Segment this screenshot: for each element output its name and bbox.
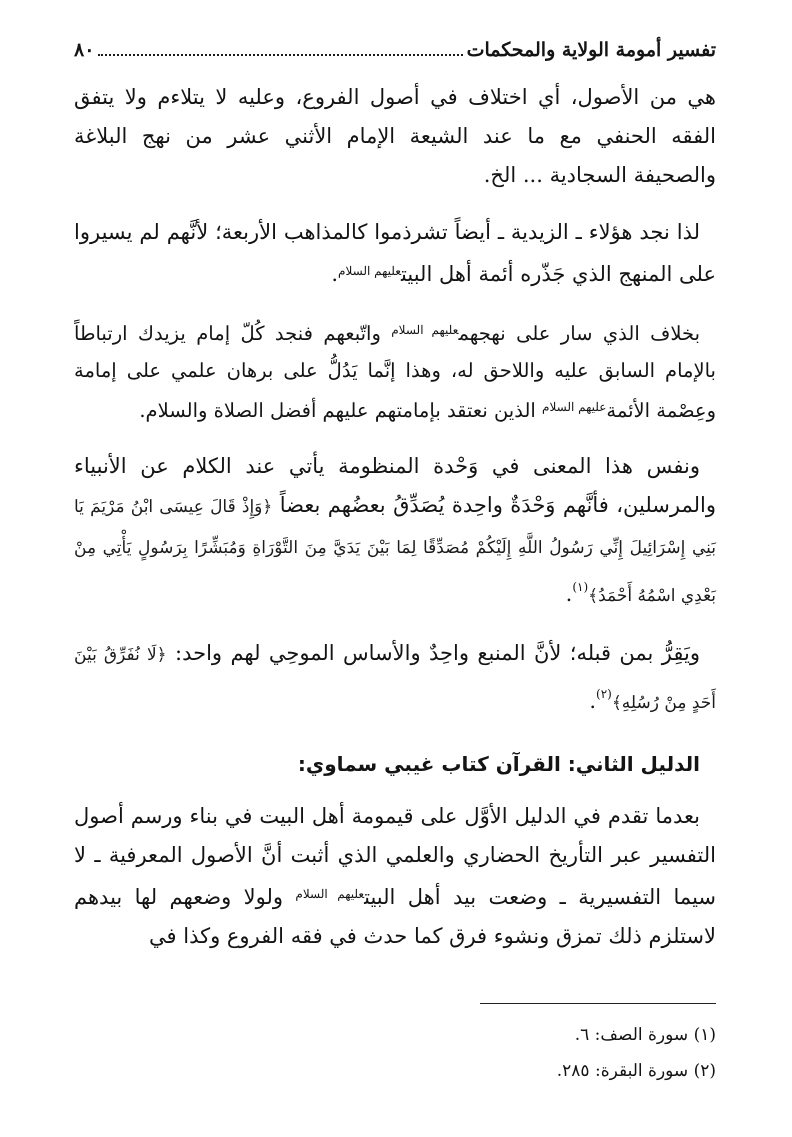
honorific-mark: عليهم السلام	[391, 323, 459, 337]
page-number: ٨٠	[74, 39, 95, 61]
honorific-mark: عليهم السلام	[542, 400, 607, 414]
paragraph-text-end: الذين نعتقد بإمامتهم عليهم أفضل الصلاة والسلام.	[139, 399, 543, 422]
footnote-1: (١) سورة الصف: ٦.	[574, 1025, 716, 1045]
footnotes	[76, 1020, 716, 1092]
paragraph-3	[74, 312, 716, 429]
honorific-mark: عليهم السلام	[295, 887, 365, 901]
body-text	[74, 78, 716, 956]
paragraph-text: هي من الأصول، أي اختلاف في أصول الفروع، وعليه لا يتلاءم ولا يتفق الفقه الحنفي مع ما عند الشيعة الإمام الأثني عشر من نهج البلاغة والصحيفة السجادية ... الخ.	[74, 85, 716, 187]
quran-verse: ﴿لَا نُفَرِّقُ بَيْنَ أَحَدٍ مِنْ رُسُلِهِ﴾	[74, 645, 716, 713]
paragraph-1	[74, 78, 716, 195]
paragraph-text: ونفس هذا المعنى في وَحْدة المنظومة يأتي عند الكلام عن الأنبياء والمرسلين، فأنَّهم وَحْدَةٌ واحِدة يُصَدِّقُ بعضُهم بعضاً	[74, 454, 716, 517]
section-paragraph	[74, 797, 716, 956]
footnote-separator	[480, 1003, 716, 1004]
paragraph-text: بعدما تقدم في الدليل الأوَّل على قيمومة أهل البيت في بناء ورسم أصول التفسير عبر التأريخ الحضاري والعلمي الذي أثبت أنَّ الأصول المعرفية ـ لا سيما التفسيرية ـ وضعت بيد أهل البيت	[74, 804, 717, 909]
paragraph-text: لذا نجد هؤلاء ـ الزيدية ـ أيضاً تشرذموا كالمذاهب الأربعة؛ لأنَّهم لم يسيروا على المنهج الذي جَذّره أئمة أهل البيت	[74, 220, 716, 286]
paragraph-5	[74, 634, 716, 723]
footnote-ref-2[interactable]: (٢)	[596, 687, 612, 701]
header-dot-leader	[98, 53, 462, 56]
paragraph-2	[74, 213, 716, 294]
footnote-2: (٢) سورة البقرة: ٢٨٥.	[556, 1061, 716, 1081]
footnote-ref-1[interactable]: (١)	[572, 580, 589, 594]
paragraph-text: بخلاف الذي سار على نهجهم	[458, 322, 700, 345]
honorific-mark: عليهم السلام	[338, 264, 402, 278]
section-heading: الدليل الثاني: القرآن كتاب غيبي سماوي:	[297, 752, 700, 776]
book-title: تفسير أمومة الولاية والمحكمات	[466, 39, 716, 61]
paragraph-text-end: .	[589, 689, 596, 713]
paragraph-text-end: .	[565, 582, 573, 606]
running-header	[74, 34, 716, 64]
quran-verse: ﴿وَإِذْ قَالَ عِيسَى ابْنُ مَرْيَمَ يَا بَنِي إِسْرَائِيلَ إِنِّي رَسُولُ اللَّهِ إِلَيْكُمْ مُصَدِّقًا لِمَا بَيْنَ يَدَيَّ مِنَ التَّوْرَاةِ وَمُبَشِّرًا بِرَسُولٍ يَأْتِي مِنْ بَعْدِي اسْمُهُ أَحْمَدُ﴾	[74, 497, 716, 606]
paragraph-text: ويَقِرُّ بمن قبله؛ لأنَّ المنبع واحِدٌ والأساس الموحِي لهم واحد:	[166, 641, 700, 665]
paragraph-text-end: ولولا وضعهم لها بيدهم لاستلزم ذلك تمزق ونشوء فرق كما حدث في فقه الفروع وكذا في	[74, 885, 716, 948]
paragraph-text-end: .	[331, 262, 339, 286]
paragraph-4	[74, 447, 716, 616]
paragraph-text-middle: واتّبعهم فنجد كُلّ إمام يزيدك ارتباطاً بالإمام السابق عليه واللاحق له، وهذا إنَّما يَدُلُّ على برهان علمي على إمامة وعِصْمة الأئمة	[74, 322, 716, 422]
